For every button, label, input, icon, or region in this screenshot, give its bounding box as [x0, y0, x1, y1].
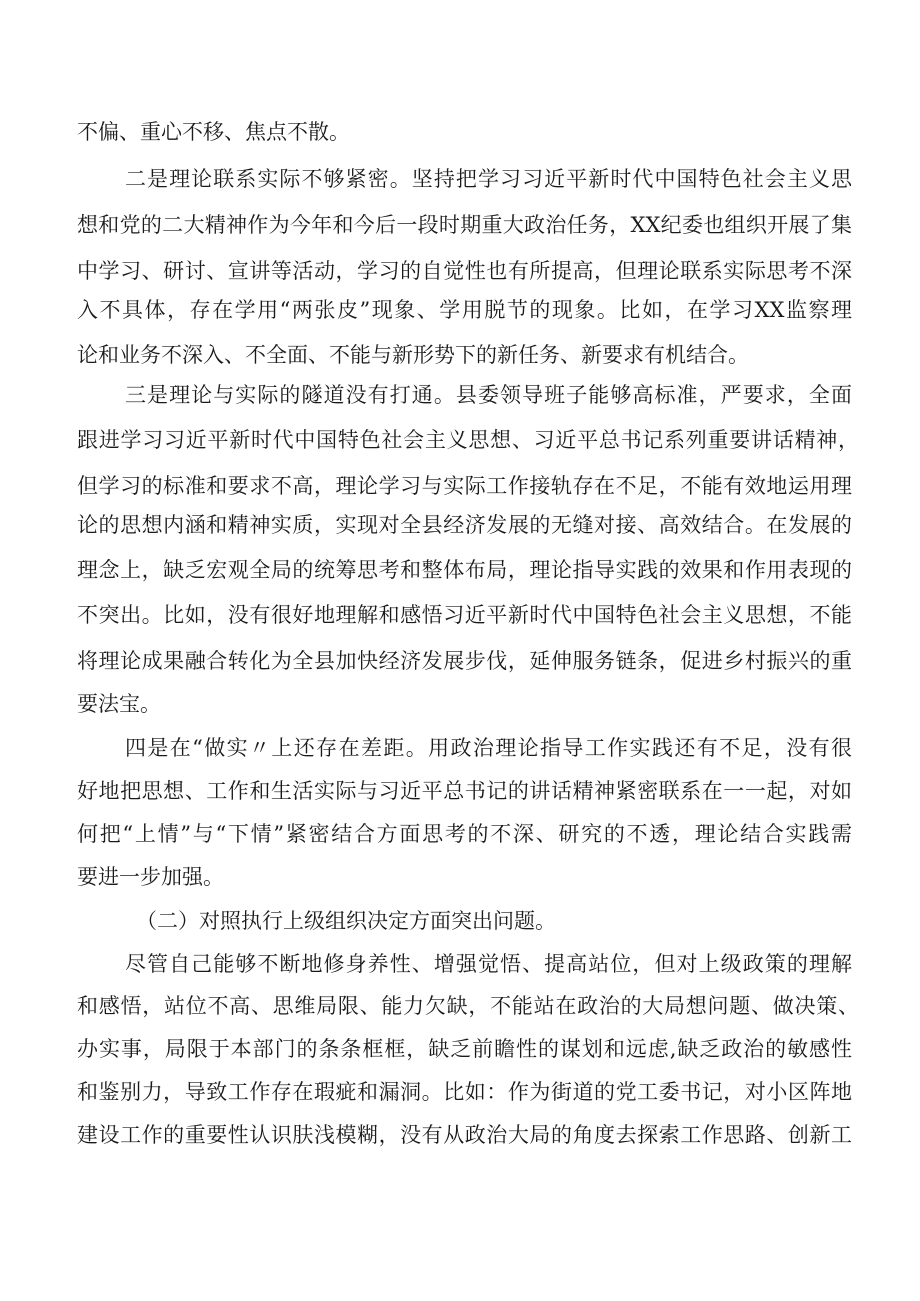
text-line: 跟进学习习近平新时代中国特色社会主义思想、习近平总书记系列重要讲话精神，: [77, 428, 859, 452]
text-line: 论和业务不深入、不全面、不能与新形势下的新任务、新要求有机结合。: [77, 343, 749, 367]
text-line: 中学习、研讨、宣讲等活动，学习的自觉性也有所提高，但理论联系实际思考不深: [77, 259, 852, 283]
text-line: 论的思想内涵和精神实质，实现对全县经济发展的无缝对接、高效结合。在发展的: [77, 513, 852, 537]
text-line: 但学习的标准和要求不高，理论学习与实际工作接轨存在不足，不能有效地运用理: [77, 474, 852, 498]
text-line: 何把“上情”与“下情”紧密结合方面思考的不深、研究的不透，理论结合实践需: [77, 822, 852, 846]
text-line: 不突出。比如，没有很好地理解和感悟习近平新时代中国特色社会主义思想，不能: [77, 603, 852, 627]
text-line: 四是在“做实〃上还存在差距。用政治理论指导工作实践还有不足，没有很: [125, 736, 852, 760]
text-line: 三是理论与实际的隧道没有打通。县委领导班子能够高标准，严要求，全面: [125, 383, 852, 407]
text-line: 要进一步加强。: [77, 865, 224, 889]
text-line: 好地把思想、工作和生活实际与习近平总书记的讲话精神紧密联系在一一起，对如: [77, 779, 852, 803]
text-line: 理念上，缺乏宏观全局的统筹思考和整体布局，理论指导实践的效果和作用表现的: [77, 558, 852, 582]
text-line: 要法宝。: [77, 692, 161, 716]
text-line: 二是理论联系实际不够紧密。坚持把学习习近平新时代中国特色社会主义思: [125, 167, 852, 191]
text-line: 建设工作的重要性认识肤浅模糊，没有从政治大局的角度去探索工作思路、创新工: [77, 1123, 852, 1147]
text-line: 想和党的二大精神作为今年和今后一段时期重大政治任务，XX纪委也组织开展了集: [77, 213, 852, 237]
text-line: 不偏、重心不移、焦点不散。: [77, 120, 350, 144]
text-line: 和感悟，站位不高、思维局限、能力欠缺，不能站在政治的大局想问题、做决策、: [77, 994, 859, 1018]
section-heading: （二）对照执行上级组织决定方面突出问题。: [136, 909, 556, 933]
text-line: 将理论成果融合转化为全县加快经济发展步伐，延伸服务链条，促进乡村振兴的重: [77, 649, 852, 673]
text-line: 办实事，局限于本部门的条条框框，缺乏前瞻性的谋划和远虑,缺乏政治的敏感性: [77, 1037, 852, 1061]
text-line: 和鉴别力，导致工作存在瑕疵和漏洞。比如：作为街道的党工委书记，对小区阵地: [77, 1080, 852, 1104]
text-line: 尽管自己能够不断地修身养性、增强觉悟、提高站位，但对上级政策的理解: [125, 952, 852, 976]
text-line: 入不具体，存在学用“两张皮”现象、学用脱节的现象。比如，在学习XX监察理: [77, 298, 852, 322]
